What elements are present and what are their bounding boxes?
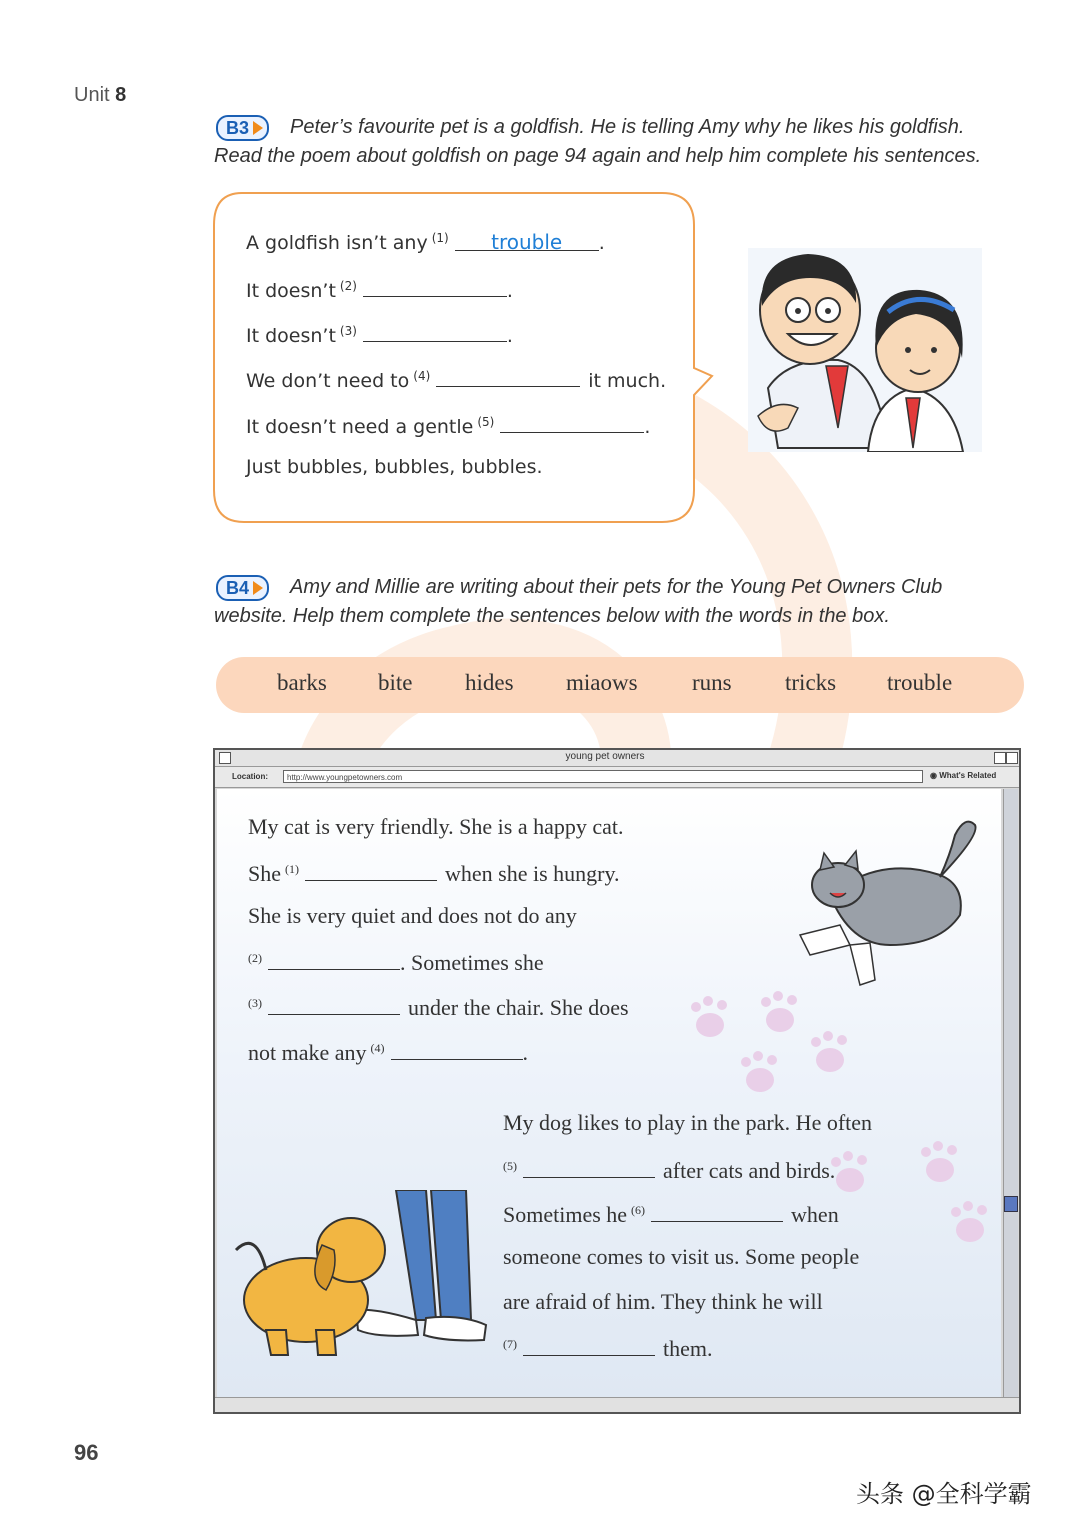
page-number: 96 [74,1440,99,1465]
answer-text-1: trouble [491,230,563,254]
dog-text-line-1: My dog likes to play in the park. He often [503,1110,873,1135]
browser-title: young pet owners [540,751,670,762]
poem-line-5: It doesn’t need a gentle $^{(5)}$ . [246,412,650,438]
cat-text-line-5: $^{(3)}$ under the chair. She does [248,992,629,1021]
b4-instruction-line1: Amy and Millie are writing about their pets for the Young Pet Owners Club [290,576,943,598]
scroll-thumb[interactable] [1004,1196,1018,1212]
dog-text-line-5: are afraid of him. They think he will [503,1289,823,1314]
dog-and-legs-illustration [226,1190,496,1370]
answer-blank-5[interactable] [500,412,644,433]
collapse-box-icon[interactable] [1006,752,1018,764]
blank-c4[interactable] [391,1037,523,1060]
poem-line-4: We don’t need to $^{(4)}$ it much. [246,366,666,392]
unit-prefix: Unit [74,84,110,106]
url-input[interactable]: http://www.youngpetowners.com [283,770,923,783]
word-barks: barks [277,670,327,695]
dog-text-line-4: someone comes to visit us. Some people [503,1244,860,1269]
dog-text-line-3: Sometimes he $^{(6)}$ when [503,1199,839,1228]
cat-text-line-1: My cat is very friendly. She is a happy cat. [248,814,624,839]
poem-line-1: A goldfish isn’t any $^{(1)}$ trouble . [246,230,605,254]
status-bar [215,1397,1019,1412]
poem-line-6: Just bubbles, bubbles, bubbles. [246,456,543,478]
cat-illustration [790,815,995,995]
cat-text-line-2: She $^{(1)}$ when she is hungry. [248,858,620,887]
children-illustration [748,248,982,452]
zoom-box-icon[interactable] [994,752,1006,764]
location-label: Location: [232,772,268,781]
blank-d5[interactable] [523,1155,655,1178]
word-tricks: tricks [785,670,837,695]
cat-text-line-6: not make any $^{(4)}$ . [248,1037,528,1066]
blank-d7[interactable] [523,1333,655,1356]
whats-related-label: What's Related [939,771,997,780]
b4-instruction-line2: website. Help them complete the sentences below with the words in the box. [214,605,890,627]
blank-c1[interactable] [305,858,437,881]
task-badge-b4: B4 [216,575,269,601]
b3-instruction-line2: Read the poem about goldfish on page 94 again and help him complete his sentences. [214,145,982,167]
poem-line-2: It doesn’t $^{(2)}$ . [246,276,513,302]
unit-number: 8 [115,84,127,106]
close-box-icon[interactable] [219,752,231,764]
answer-blank-3[interactable] [363,321,507,342]
b3-instruction-line1: Peter’s favourite pet is a goldfish. He is telling Amy why he likes his goldfish. [290,116,965,138]
blank-c3[interactable] [268,992,400,1015]
answer-blank-2[interactable] [363,276,507,297]
unit-label [74,84,126,107]
cat-text-line-4: $^{(2)}$ . Sometimes she [248,947,544,976]
word-trouble: trouble [887,670,953,695]
word-bite: bite [378,670,413,695]
dog-text-line-2: $^{(5)}$ after cats and birds. [503,1155,835,1184]
footer-watermark: 头条 @全科学霸 [856,1480,1032,1508]
task-badge-b3: B3 [216,115,269,141]
word-runs: runs [692,670,732,695]
scrollbar[interactable] [1003,789,1018,1397]
blank-c2[interactable] [268,947,400,970]
word-miaows: miaows [566,670,638,695]
word-hides: hides [465,670,514,695]
answer-blank-4[interactable] [436,366,580,387]
dog-text-line-6: $^{(7)}$ them. [503,1333,713,1362]
poem-line-3: It doesn’t $^{(3)}$ . [246,321,513,347]
blank-d6[interactable] [651,1199,783,1222]
cat-text-line-3: She is very quiet and does not do any [248,903,577,928]
answer-blank-1[interactable] [455,230,599,254]
whats-related-button[interactable]: ◉ What's Related [930,771,997,780]
